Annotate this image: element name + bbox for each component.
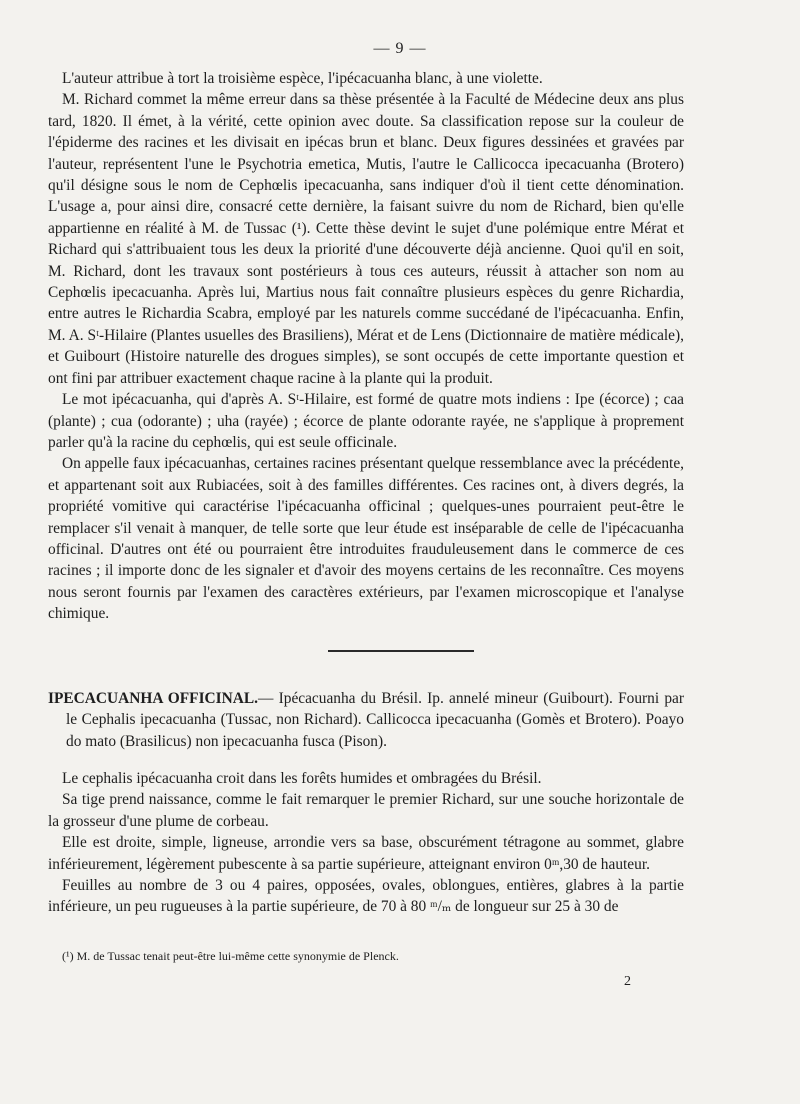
paragraph: M. Richard commet la même erreur dans sa thèse présentée à la Faculté de Médecine deux ans plus tard, 1820. Il émet, à la vérité, cette opinion avec doute. Sa classification repose sur la couleur de l'épiderme des racines et les divisait en ipécas brun et blanc. Deux figures dessinées et gravées par l'auteur, représentent l'une le Psychotria emetica, Mutis, l'autre le Callicocca ipecacuanha (Brotero) qu'il désigne sous le nom de Cephœlis ipecacuanha, sans indiquer d'où il tient cette dénomination. L'usage a, pour ainsi dire, consacré cette dernière, la faisant suivre du nom de Richard, bien qu'elle appartienne en réalité à M. de Tussac (¹). Cette thèse devint le sujet d'une polémique entre Mérat et Richard qui s'attribuaient tous les deux la priorité d'une découverte déjà ancienne. Quoi qu'il en soit, M. Richard, dont les travaux sont postérieurs à tous ces auteurs, réussit à attacher son nom au Cephœlis ipecacuanha. Après lui, Martius nous fait connaître plusieurs espèces du genre Richardia, entre autres le Richardia Scabra, employé par les naturels comme succédané de l'ipécacuanha. Enfin, M. A. Sᵗ-Hilaire (Plantes usuelles des Brasiliens), Mérat et de Lens (Dictionnaire de matière médicale), et Guibourt (Histoire naturelle des drogues simples), se sont occupés de cette importante question et ont fini par attribuer exactement chaque racine à la plante qui la produit. [48,91,684,387]
section-official [48,688,684,752]
paragraph: Le mot ipécacuanha, qui d'après A. Sᵗ-Hilaire, est formé de quatre mots indiens : Ipe (écorce) ; caa (plante) ; cua (odorante) ; uha (rayée) ; écorce de plante odorante rayée, ne s'applique à proprement parler qu'à la racine du cephœlis, qui est seule officinale. [48,391,684,451]
signature-mark: 2 [624,974,631,989]
paragraph: Le cephalis ipécacuanha croit dans les forêts humides et ombragées du Brésil. [62,770,542,787]
paragraph: On appelle faux ipécacuanhas, certaines racines présentant quelque ressemblance avec la précédente, et appartenant soit aux Rubiacées, soit à des familles différentes. Ces racines ont, à divers degrés, la propriété vomitive qui caractérise l'ipécacuanha officinal ; quelques-unes pourraient peut-être le remplacer s'il venait à manquer, de telle sorte que leur étude est inséparable de celle de l'ipécacuanha officinal. D'autres ont été ou pourraient être introduites frauduleusement dans le commerce de ces racines ; il importe donc de les signaler et d'avoir des moyens certains de les reconnaître. Ces moyens nous seront fournis par l'examen des caractères extérieurs, par l'examen microscopique et l'analyse chimique. [48,455,684,623]
section-history [48,68,684,625]
section-description [48,768,684,918]
paragraph: Sa tige prend naissance, comme le fait remarquer le premier Richard, sur une souche horizontale de la grosseur d'une plume de corbeau. [48,791,684,830]
page-number: — 9 — [373,40,427,57]
paragraph: L'auteur attribue à tort la troisième espèce, l'ipécacuanha blanc, à une violette. [62,70,543,87]
synonyms: — Ipécacuanha du Brésil. Ip. annelé mineur (Guibourt). Fourni par le Cephalis ipecacuanha (Tussac, non Richard). Callicocca ipecacuanha (Gomès et Brotero). Poayo do mato (Brasilicus) non ipecacuanha fusca (Pison). [66,690,684,750]
paragraph: Elle est droite, simple, ligneuse, arrondie vers sa base, obscurément tétragone au sommet, glabre inférieurement, légèrement pubescente à sa partie supérieure, atteignant environ 0ᵐ,30 de hauteur. [48,834,684,873]
section-heading: IPECACUANHA OFFICINAL. [48,690,259,707]
footnote: (¹) M. de Tussac tenait peut-être lui-même cette synonymie de Plenck. [62,949,399,963]
paragraph: Feuilles au nombre de 3 ou 4 paires, opposées, ovales, oblongues, entières, glabres à la partie inférieure, un peu rugueuses à la partie supérieure, de 70 à 80 ᵐ/ₘ de longueur sur 25 à 30 de [48,877,684,916]
section-divider [328,650,474,652]
section-heading-paragraph [48,688,684,752]
